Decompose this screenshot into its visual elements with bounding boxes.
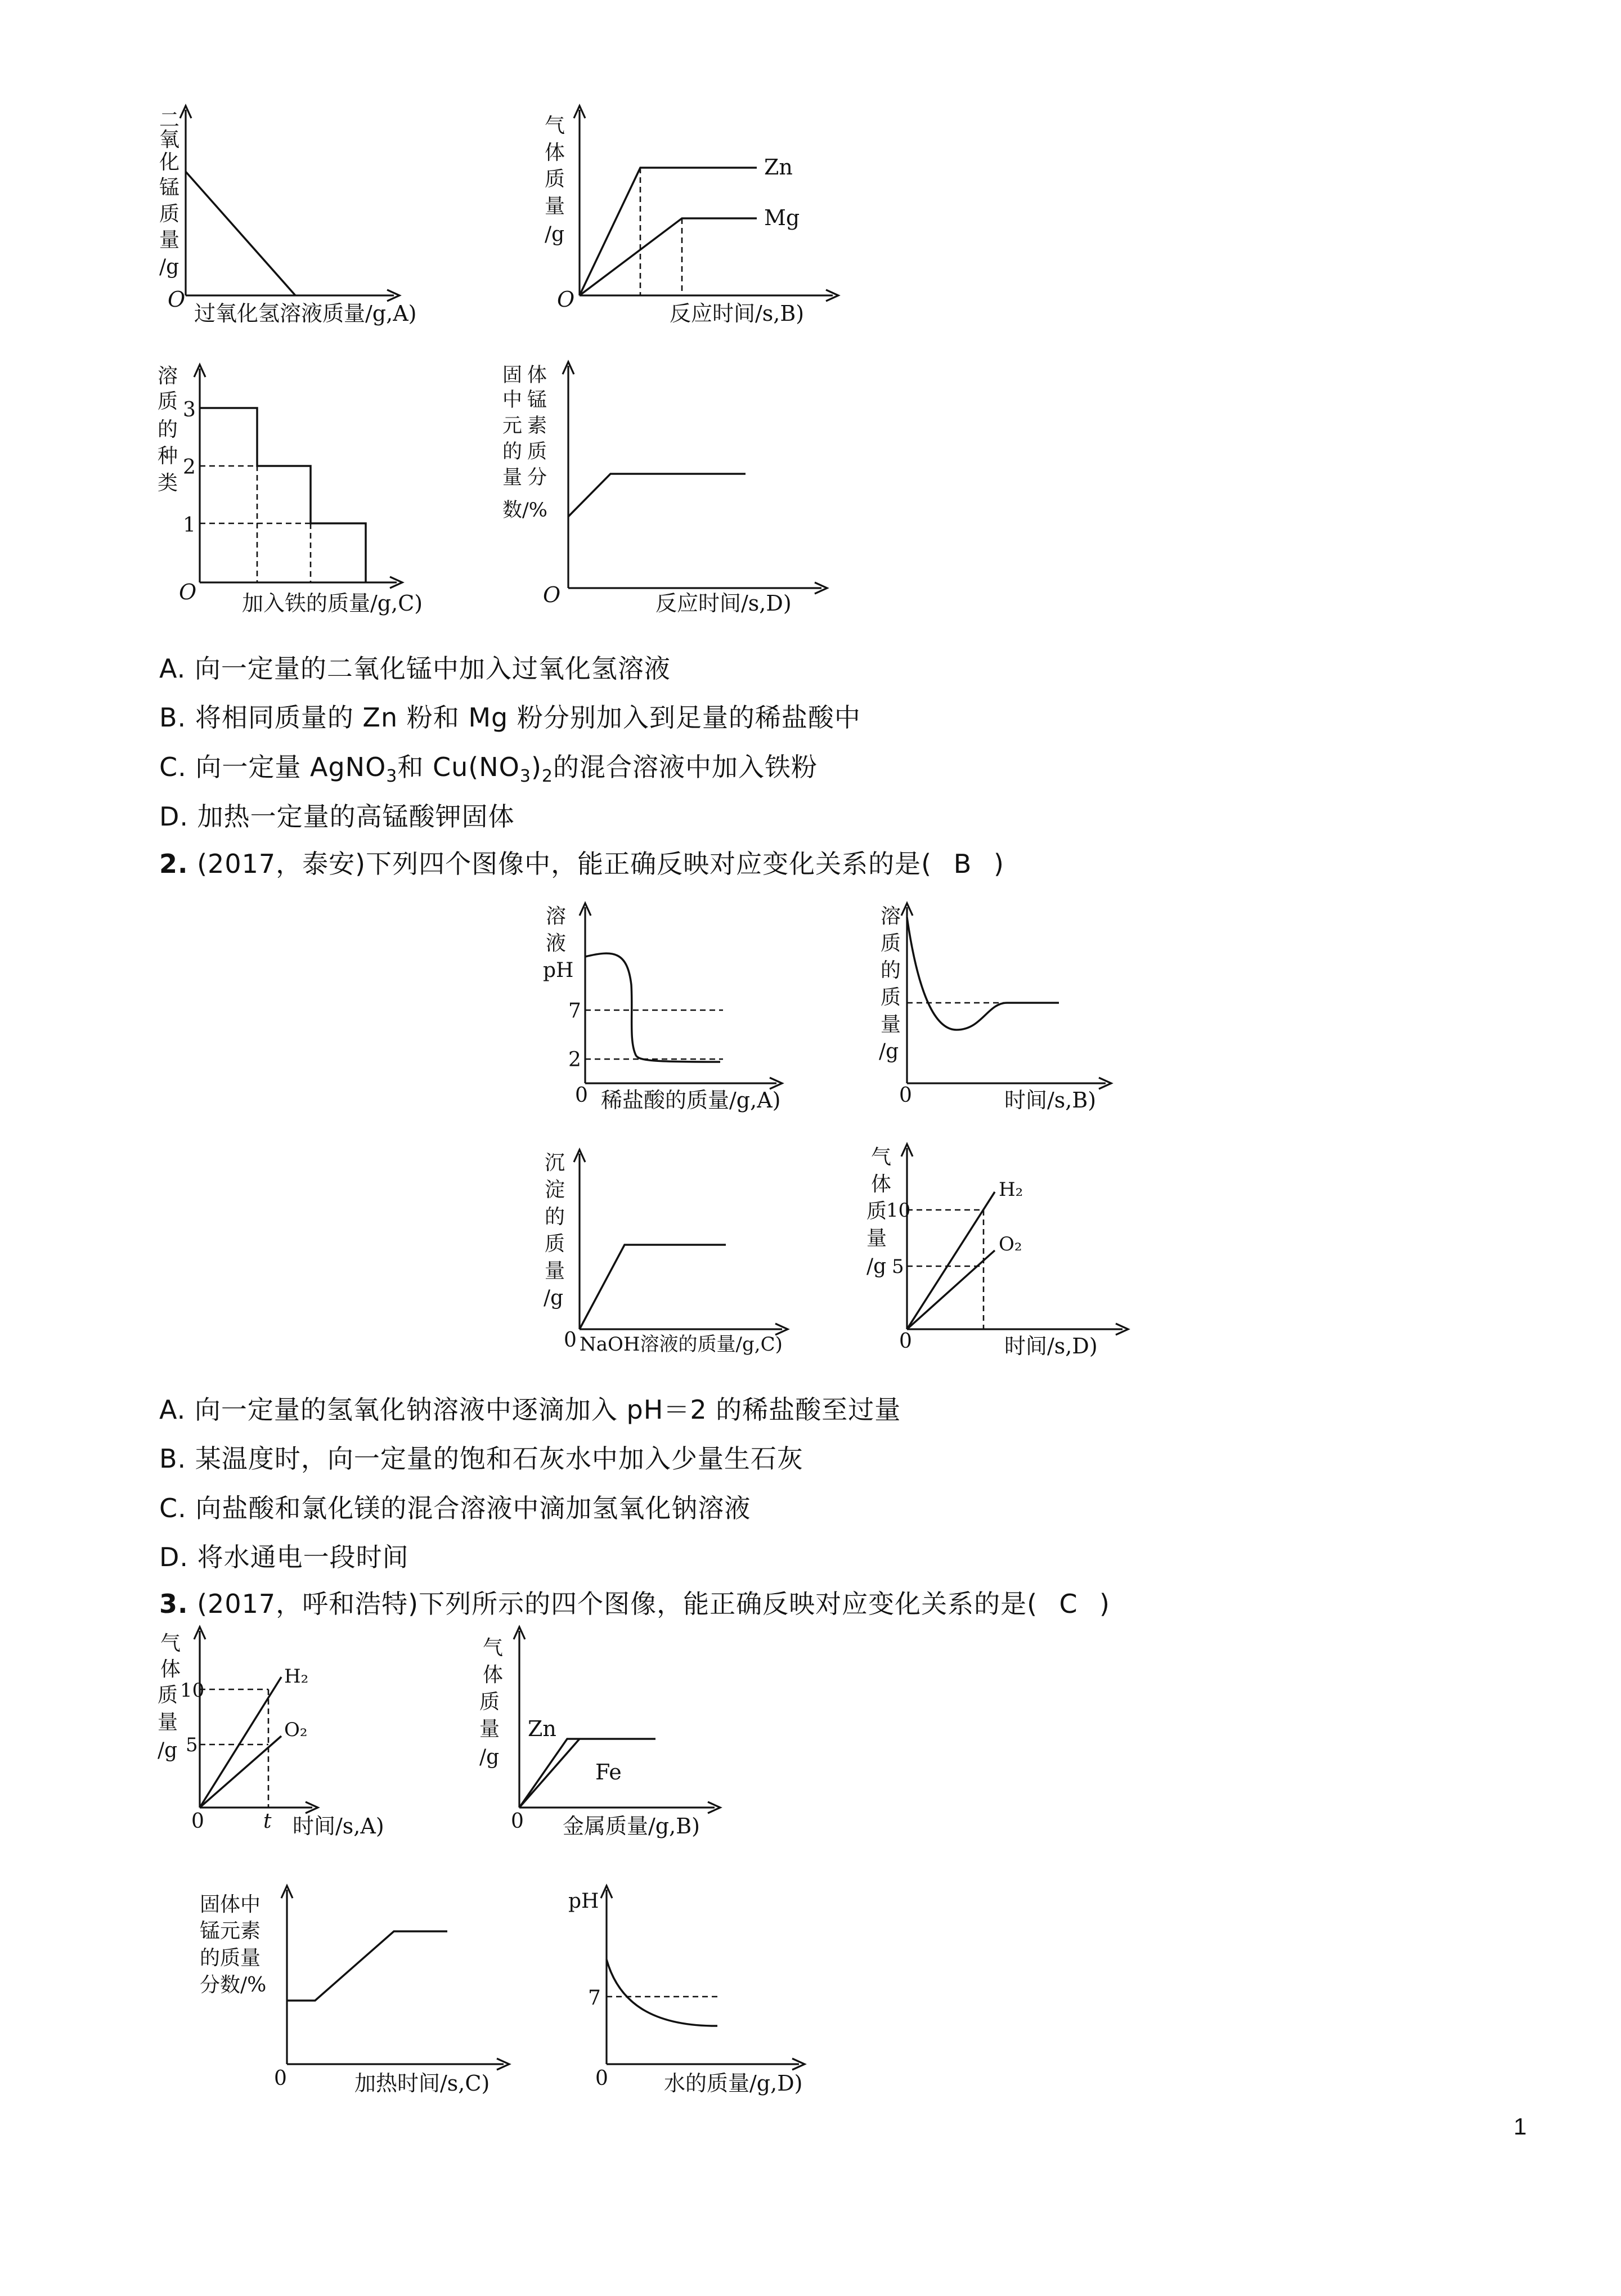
svg-text:量: 量 [158, 1711, 178, 1734]
q2-answer: B [953, 849, 972, 879]
q3c-origin: 0 [274, 2067, 287, 2090]
q3a-series-h2: H₂ [284, 1665, 309, 1688]
svg-text:淀: 淀 [545, 1178, 565, 1201]
svg-text:溶: 溶 [158, 365, 178, 388]
svg-text:质: 质 [545, 1232, 565, 1255]
q1-option-d-letter: D. [159, 801, 189, 832]
svg-text:/g: /g [158, 1739, 178, 1762]
svg-text:/g: /g [866, 1255, 887, 1278]
q1-graph-c [158, 365, 423, 616]
q2-option-b-text: 某温度时，向一定量的饱和石灰水中加入少量生石灰 [195, 1443, 803, 1474]
svg-text:的: 的 [545, 1205, 565, 1228]
svg-text:体: 体 [483, 1663, 504, 1687]
q1-option-c-letter: C. [159, 752, 187, 782]
q3b-series-zn: Zn [528, 1716, 556, 1741]
q3-number: 3. [159, 1589, 188, 1619]
svg-text:固体中: 固体中 [200, 1893, 261, 1916]
q3b-series-fe: Fe [595, 1760, 622, 1784]
svg-text:质: 质 [158, 1684, 178, 1707]
page-number: 1 [1514, 2113, 1527, 2140]
q3a-xlabel: 时间/s,A) [293, 1814, 384, 1838]
q1-option-a-letter: A. [159, 653, 186, 684]
svg-text:/g: /g [544, 1286, 564, 1310]
q1a-xlabel: 过氧化氢溶液质量/g,A) [194, 301, 417, 326]
svg-text:氧: 氧 [159, 128, 180, 151]
svg-text:分数/%: 分数/% [200, 1974, 267, 1997]
svg-text:/g: /g [479, 1746, 500, 1769]
svg-text:/g: /g [879, 1040, 899, 1063]
q2-option-c: C. 向盐酸和氯化镁的混合溶液中滴加氢氧化钠溶液 [159, 1493, 751, 1523]
q2b-curve [907, 917, 1059, 1030]
q1-graph-d [502, 362, 827, 616]
svg-text:量: 量 [545, 1259, 565, 1282]
q3b-origin: 0 [511, 1810, 524, 1833]
svg-text:锰: 锰 [159, 176, 180, 199]
svg-text:/g: /g [159, 255, 179, 279]
q2-option-a: A. 向一定量的氢氧化钠溶液中逐滴加入 pH＝2 的稀盐酸至过量 [159, 1394, 901, 1425]
q1d-xlabel: 反应时间/s,D) [655, 591, 792, 616]
svg-text:质: 质 [159, 203, 180, 226]
q1-graph-a [159, 106, 416, 326]
svg-text:质: 质 [866, 1200, 887, 1223]
q3a-ylabel [158, 1632, 181, 1762]
q3a-xtick-t: t [263, 1810, 272, 1833]
svg-text:/g: /g [545, 223, 565, 246]
q1b-mg-line [580, 218, 757, 295]
q1-option-a-text: 向一定量的二氧化锰中加入过氧化氢溶液 [194, 653, 671, 684]
svg-text:溶: 溶 [881, 905, 901, 928]
svg-text:的质量: 的质量 [200, 1947, 261, 1970]
q2c-origin: 0 [564, 1329, 577, 1352]
svg-text:气: 气 [160, 1632, 181, 1655]
q3d-tick-7: 7 [588, 1986, 601, 2010]
q1c-steps [200, 408, 366, 582]
q1-option-d-text: 加热一定量的高锰酸钾固体 [197, 801, 515, 832]
q1-option-b-letter: B. [159, 702, 187, 733]
svg-text:类: 类 [158, 472, 178, 495]
svg-text:量: 量 [159, 228, 180, 252]
q3a-tick-10: 10 [180, 1679, 205, 1702]
q3-answer: C [1059, 1589, 1078, 1619]
q2-stem-text: (2017，泰安)下列四个图像中，能正确反映对应变化关系的是( [197, 849, 932, 879]
svg-text:固: 固 [502, 364, 523, 387]
q3-graph-c [200, 1886, 509, 2096]
q2-number: 2. [159, 849, 188, 879]
q2d-h2-line [907, 1192, 995, 1329]
svg-text:量: 量 [502, 467, 523, 489]
q3c-ylabel [200, 1893, 266, 1997]
q2a-xlabel: 稀盐酸的质量/g,A) [601, 1088, 781, 1113]
svg-text:气: 气 [871, 1146, 892, 1169]
q2c-line [580, 1245, 726, 1329]
q2-stem: 2. (2017，泰安)下列四个图像中，能正确反映对应变化关系的是( B ) [159, 847, 1004, 881]
q2b-origin: 0 [899, 1084, 912, 1107]
q1c-tick-1: 1 [183, 514, 196, 537]
svg-text:量: 量 [545, 195, 565, 218]
q1c-tick-2: 2 [183, 456, 196, 479]
q1-option-d [159, 800, 515, 833]
svg-text:素: 素 [527, 415, 547, 437]
q3-graph-d [568, 1886, 805, 2096]
svg-text:的: 的 [881, 959, 901, 982]
q2-option-c-text: 向盐酸和氯化镁的混合溶液中滴加氢氧化钠溶液 [195, 1493, 751, 1523]
q1b-series-zn: Zn [764, 155, 793, 180]
svg-text:体: 体 [160, 1658, 181, 1681]
q2c-xlabel: NaOH溶液的质量/g,C) [580, 1333, 783, 1356]
q3-graph-b [479, 1627, 720, 1838]
q2d-tick-10: 10 [886, 1199, 911, 1222]
svg-text:质: 质 [545, 168, 565, 191]
q3d-curve [607, 1959, 717, 2026]
q3d-xlabel: 水的质量/g,D) [664, 2071, 803, 2096]
q3d-ylabel: pH [568, 1890, 599, 1913]
q2a-tick-7: 7 [568, 999, 581, 1023]
q2c-ylabel [544, 1151, 565, 1310]
svg-text:体: 体 [871, 1173, 892, 1196]
q1c-tick-3: 3 [183, 398, 196, 421]
q3-stem-text: (2017，呼和浩特)下列所示的四个图像，能正确反映对应变化关系的是( [197, 1589, 1038, 1619]
q3a-tick-5: 5 [186, 1734, 198, 1756]
svg-text:量: 量 [881, 1013, 901, 1036]
q2-graph-d [866, 1144, 1128, 1358]
q1-option-b [159, 701, 861, 734]
svg-text:量: 量 [866, 1227, 887, 1250]
q2d-origin: 0 [899, 1330, 912, 1353]
q2a-origin: 0 [575, 1084, 588, 1107]
q3d-origin: 0 [595, 2067, 608, 2090]
q2d-tick-5: 5 [892, 1255, 904, 1278]
svg-text:液: 液 [546, 932, 567, 955]
q1a-ylabel [159, 109, 179, 279]
svg-text:二: 二 [159, 109, 180, 132]
q2-graph-b [879, 903, 1111, 1113]
q2a-ylabel [543, 905, 573, 982]
q1b-ylabel [545, 114, 565, 246]
q2d-series-o2: O₂ [999, 1233, 1022, 1255]
q1d-ylabel [502, 364, 547, 522]
svg-text:气: 气 [483, 1636, 504, 1660]
q1c-ylabel [158, 365, 178, 495]
q2a-curve [585, 953, 720, 1062]
q1a-origin: O [168, 287, 186, 312]
q1-option-c: C. 向一定量 AgNO$_3$和 $Cu(NO_3)_2$的混合溶液中加入铁粉 [159, 752, 818, 787]
q3b-ylabel [479, 1636, 503, 1769]
q3c-line [287, 1931, 447, 2001]
svg-text:的: 的 [158, 418, 178, 441]
q2-option-d-text: 将水通电一段时间 [197, 1542, 409, 1572]
svg-text:质: 质 [881, 986, 901, 1009]
svg-text:锰: 锰 [527, 389, 547, 411]
svg-text:元: 元 [502, 415, 523, 437]
svg-text:中: 中 [502, 389, 523, 411]
svg-text:种: 种 [158, 445, 178, 468]
q2b-xlabel: 时间/s,B) [1004, 1088, 1097, 1113]
svg-text:体: 体 [545, 141, 565, 164]
svg-text:锰元素: 锰元素 [200, 1920, 261, 1943]
q2b-ylabel [879, 905, 901, 1063]
q2d-xlabel: 时间/s,D) [1004, 1334, 1098, 1358]
svg-text:分: 分 [527, 467, 547, 489]
q1b-origin: O [557, 287, 575, 312]
q1d-line [568, 474, 746, 517]
q3a-origin: 0 [191, 1810, 204, 1833]
svg-text:气: 气 [545, 114, 565, 137]
q2-option-d: D. 将水通电一段时间 [159, 1542, 409, 1572]
q1c-xlabel: 加入铁的质量/g,C) [242, 591, 423, 616]
svg-text:沉: 沉 [545, 1151, 565, 1174]
svg-text:pH: pH [543, 959, 574, 982]
q2-option-b: B. 某温度时，向一定量的饱和石灰水中加入少量生石灰 [159, 1443, 803, 1474]
q2a-tick-2: 2 [568, 1048, 581, 1071]
svg-text:质: 质 [527, 441, 547, 463]
svg-text:体: 体 [527, 364, 547, 387]
q1-graph-b [545, 106, 838, 326]
svg-text:质: 质 [881, 932, 901, 955]
q1b-series-mg: Mg [764, 205, 800, 230]
q3a-series-o2: O₂ [284, 1719, 308, 1741]
q3b-zn-line [519, 1739, 655, 1808]
svg-text:质: 质 [479, 1690, 500, 1714]
q1-option-b-text: 将相同质量的 Zn 粉和 Mg 粉分别加入到足量的稀盐酸中 [195, 702, 861, 733]
q3-stem: 3. (2017，呼和浩特)下列所示的四个图像，能正确反映对应变化关系的是( C ) [159, 1587, 1110, 1621]
svg-text:量: 量 [479, 1717, 500, 1741]
q2-option-a-text: 向一定量的氢氧化钠溶液中逐滴加入 pH＝2 的稀盐酸至过量 [194, 1394, 901, 1425]
q3c-xlabel: 加热时间/s,C) [354, 2071, 490, 2096]
q1c-origin: O [179, 580, 197, 604]
svg-text:化: 化 [159, 151, 180, 174]
q2-graph-a [543, 903, 782, 1113]
q3b-xlabel: 金属质量/g,B) [563, 1814, 700, 1838]
q3-graph-a [158, 1627, 384, 1838]
svg-text:质: 质 [158, 390, 178, 413]
q3b-fe-line [519, 1739, 580, 1808]
q1a-line [186, 172, 295, 295]
q2d-series-h2: H₂ [999, 1178, 1023, 1201]
q2-graph-c [544, 1150, 788, 1356]
q1d-origin: O [543, 582, 561, 607]
q1b-xlabel: 反应时间/s,B) [670, 301, 805, 326]
svg-text:溶: 溶 [546, 905, 567, 928]
svg-text:的: 的 [502, 441, 523, 463]
q1-option-a [159, 652, 671, 685]
svg-text:数/%: 数/% [502, 499, 548, 522]
